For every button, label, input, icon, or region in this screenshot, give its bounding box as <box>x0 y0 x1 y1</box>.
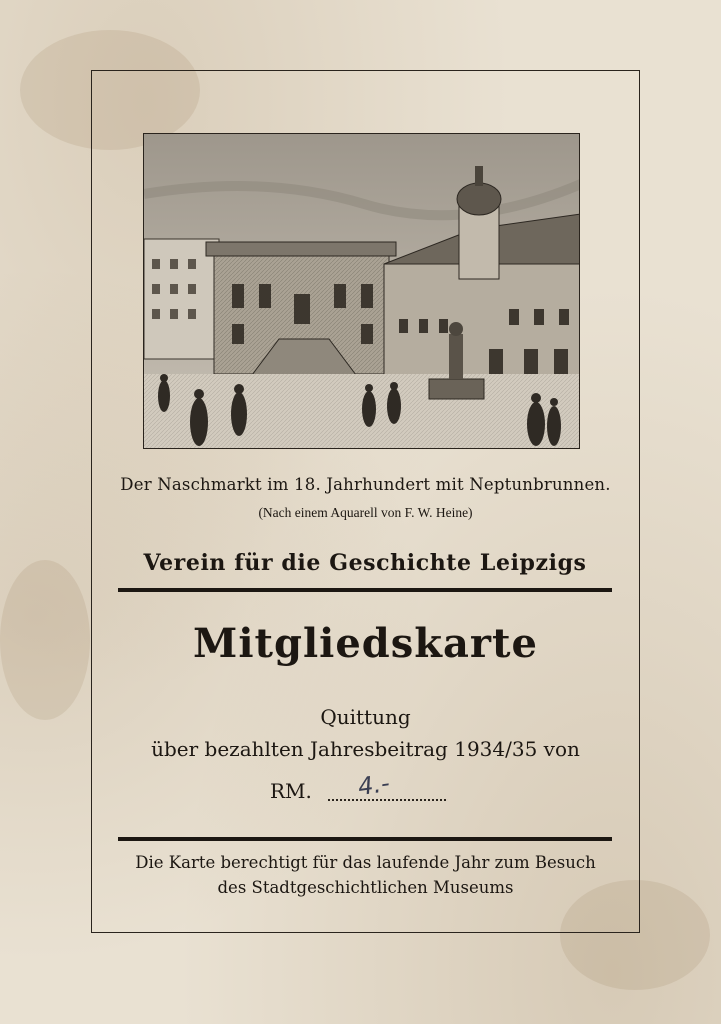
currency-label: RM. <box>270 779 312 803</box>
illustration-caption: Der Naschmarkt im 18. Jahrhundert mit Neptunbrunnen. <box>120 475 611 494</box>
admission-note-line2: des Stadtgeschichtlichen Museums <box>217 878 514 897</box>
illustration-credit: (Nach einem Aquarell von F. W. Heine) <box>258 505 473 520</box>
admission-note-line1: Die Karte berechtigt für das laufende Jahr zum Besuch <box>135 853 596 872</box>
naschmarkt-engraving <box>143 133 580 449</box>
society-name: Verein für die Geschichte Leipzigs <box>143 550 587 576</box>
card-title: Mitgliedskarte <box>193 620 538 667</box>
divider-top <box>118 588 612 592</box>
divider-bottom <box>118 837 612 841</box>
amount-dotted-line <box>328 799 446 801</box>
paper-stain <box>0 560 90 720</box>
receipt-description: über bezahlten Jahresbeitrag 1934/35 von <box>151 737 580 761</box>
receipt-heading: Quittung <box>320 705 411 729</box>
amount-row <box>270 768 470 805</box>
handwritten-amount: 4.- <box>356 768 392 802</box>
